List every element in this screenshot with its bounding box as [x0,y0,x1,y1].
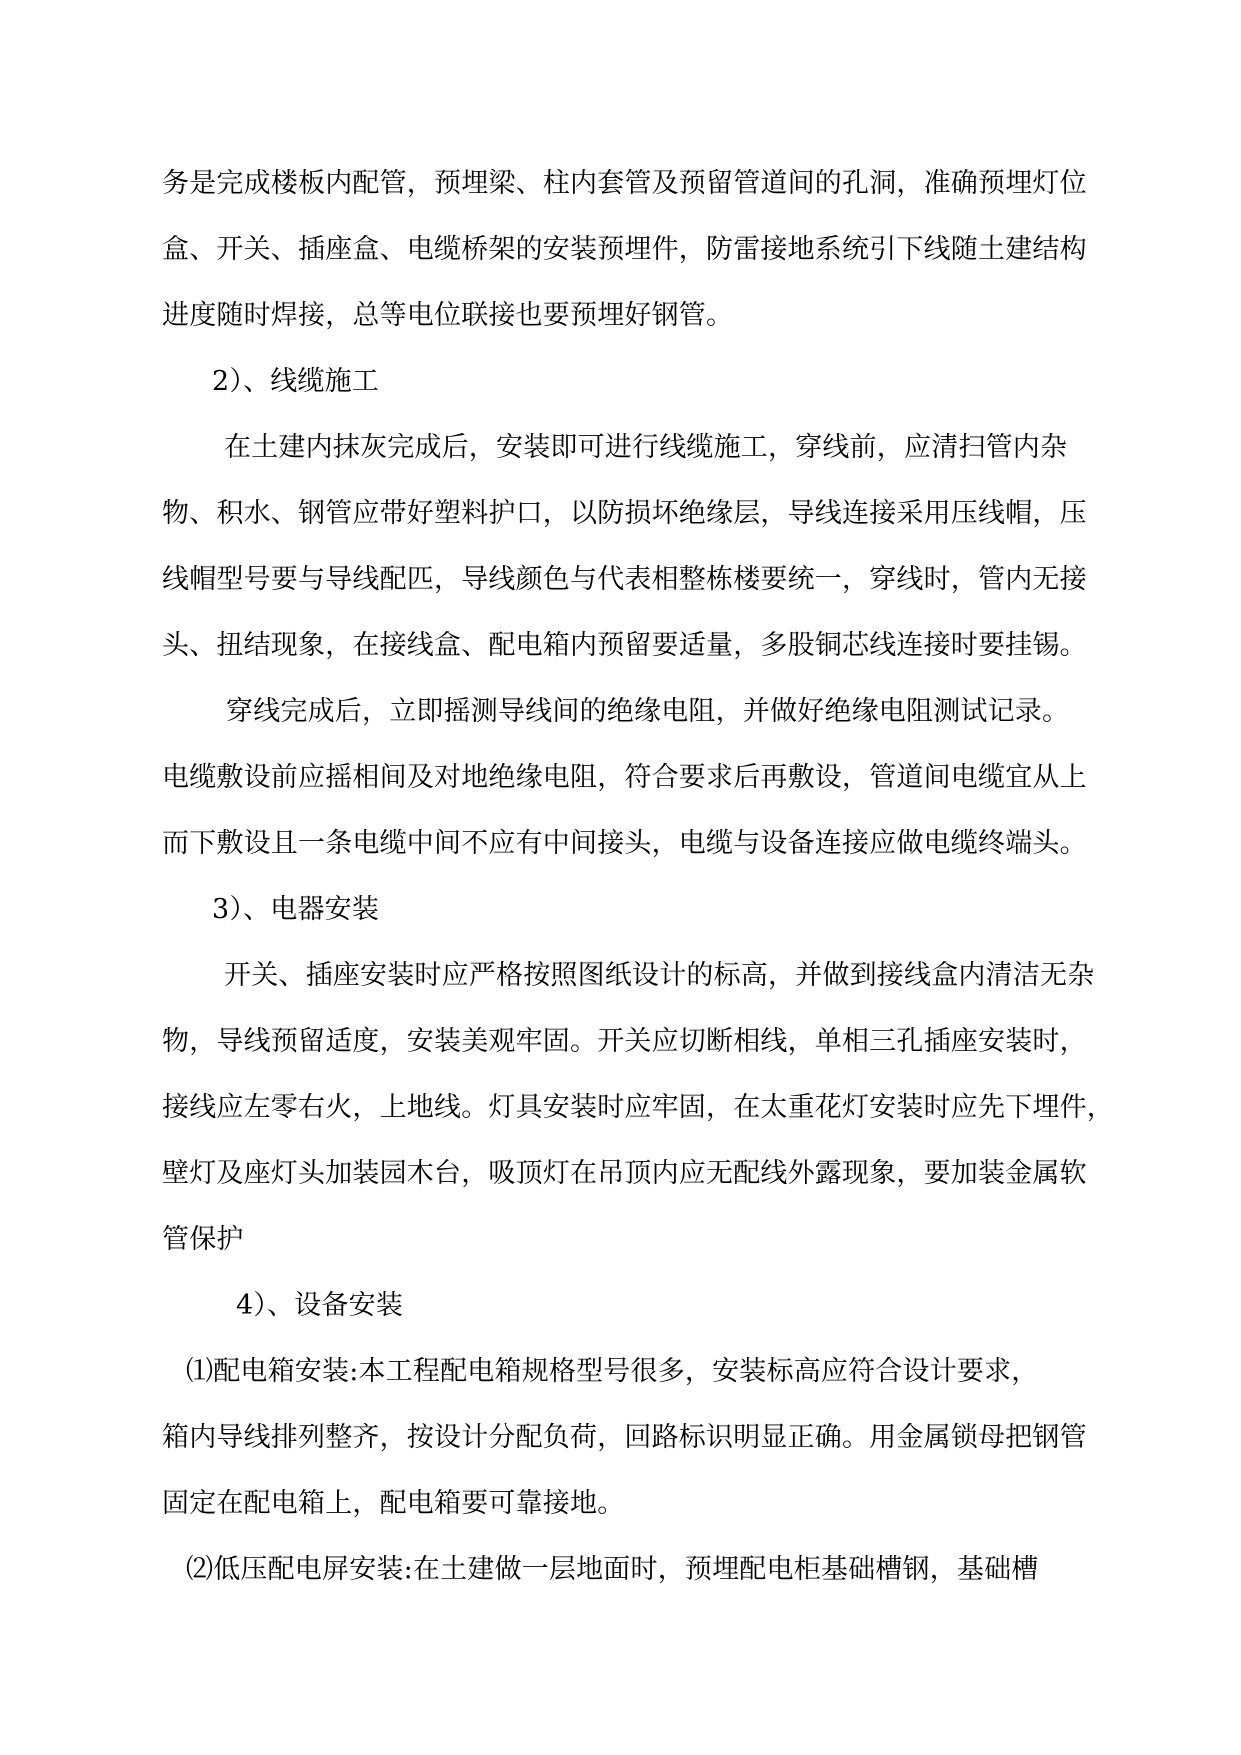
body-line: 管保护 [162,1224,244,1255]
body-line: 物、积水、钢管应带好塑料护口，以防损坏绝缘层，导线连接采用压线帽，压 [162,498,1087,529]
section-heading-2: 2）、线缆施工 [212,366,380,397]
body-line: ⑵低压配电屏安装:在土建做一层地面时，预埋配电柜基础槽钢，基础槽 [186,1554,1039,1585]
body-line: 盒、开关、插座盒、电缆桥架的安装预埋件，防雷接地系统引下线随土建结构 [162,234,1087,265]
body-line: 进度随时焊接，总等电位联接也要预埋好钢管。 [162,300,734,331]
body-line: 电缆敷设前应摇相间及对地绝缘电阻，符合要求后再敷设，管道间电缆宜从上 [162,762,1087,793]
body-line: 穿线完成后，立即摇测导线间的绝缘电阻，并做好绝缘电阻测试记录。 [226,696,1070,727]
body-line: 箱内导线排列整齐，按设计分配负荷，回路标识明显正确。用金属锁母把钢管 [162,1422,1087,1453]
section-heading-4: 4）、设备安装 [236,1290,404,1321]
body-line: ⑴配电箱安装:本工程配电箱规格型号很多，安装标高应符合设计要求， [186,1356,1039,1387]
body-line: 在土建内抹灰完成后，安装即可进行线缆施工，穿线前，应清扫管内杂 [224,432,1068,463]
section-heading-3: 3）、电器安装 [212,894,380,925]
body-line: 务是完成楼板内配管，预埋梁、柱内套管及预留管道间的孔洞，准确预埋灯位 [162,168,1087,199]
body-line: 头、扭结现象，在接线盒、配电箱内预留要适量，多股铜芯线连接时要挂锡。 [162,630,1087,661]
body-line: 壁灯及座灯头加装园木台，吸顶灯在吊顶内应无配线外露现象，要加装金属软 [162,1158,1087,1189]
body-line: 固定在配电箱上，配电箱要可靠接地。 [162,1488,625,1519]
body-line: 线帽型号要与导线配匹，导线颜色与代表相整栋楼要统一，穿线时，管内无接 [162,564,1087,595]
body-line: 接线应左零右火，上地线。灯具安装时应牢固，在太重花灯安装时应先下埋件， [162,1092,1114,1123]
body-line: 开关、插座安装时应严格按照图纸设计的标高，并做到接线盒内清洁无杂 [224,960,1095,991]
body-line: 而下敷设且一条电缆中间不应有中间接头，电缆与设备连接应做电缆终端头。 [162,828,1087,859]
body-line: 物，导线预留适度，安装美观牢固。开关应切断相线，单相三孔插座安装时， [162,1026,1087,1057]
